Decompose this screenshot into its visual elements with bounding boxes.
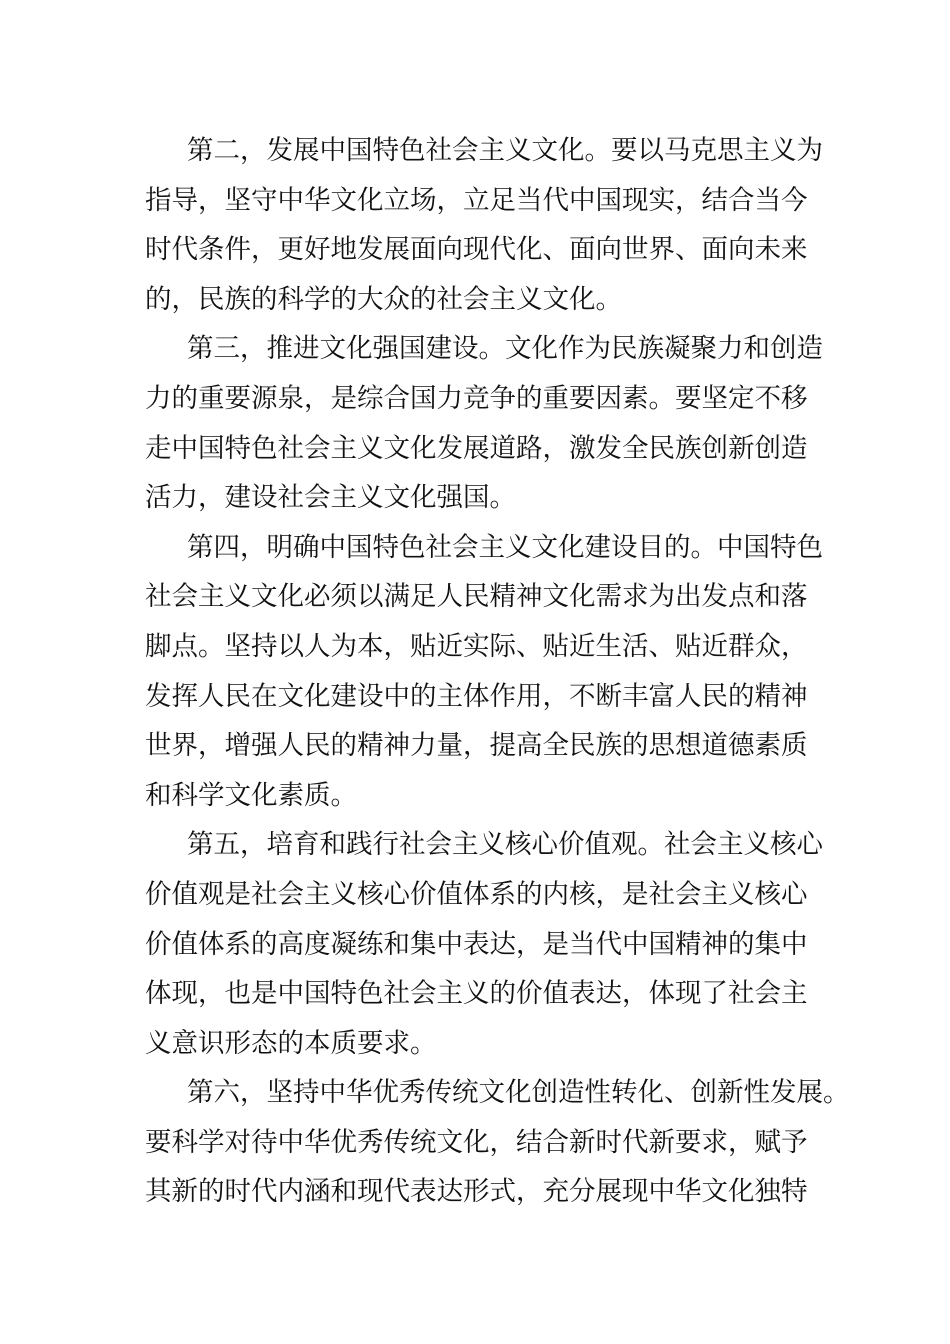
paragraph-4-line-4: 体现，也是中国特色社会主义的价值表达，体现了社会主 xyxy=(145,978,808,1010)
paragraph-1-line-1: 第二，发展中国特色社会主义文化。要以马克思主义为 xyxy=(187,135,823,166)
paragraph-3-line-4: 发挥人民在文化建设中的主体作用，不断丰富人民的精神 xyxy=(145,680,808,712)
paragraph-2-line-3: 走中国特色社会主义文化发展道路，激发全民族创新创造 xyxy=(145,432,808,464)
paragraph-1-line-4: 的，民族的科学的大众的社会主义文化。 xyxy=(145,283,622,315)
paragraph-4-line-1: 第五，培育和践行社会主义核心价值观。社会主义核心 xyxy=(187,829,823,861)
paragraph-4-line-3: 价值体系的高度凝练和集中表达，是当代中国精神的集中 xyxy=(145,928,808,960)
paragraph-5-line-2: 要科学对待中华优秀传统文化，结合新时代新要求，赋予 xyxy=(145,1126,808,1158)
paragraph-2-line-4: 活力，建设社会主义文化强国。 xyxy=(145,482,516,514)
paragraph-3-line-5: 世界，增强人民的精神力量，提高全民族的思想道德素质 xyxy=(145,730,808,762)
paragraph-2-line-2: 力的重要源泉，是综合国力竞争的重要因素。要坚定不移 xyxy=(145,382,808,414)
paragraph-5-line-3: 其新的时代内涵和现代表达形式，充分展现中华文化独特 xyxy=(145,1176,808,1208)
paragraph-1-line-3: 时代条件，更好地发展面向现代化、面向世界、面向未来 xyxy=(145,234,808,266)
paragraph-5-line-1: 第六，坚持中华优秀传统文化创造性转化、创新性发展。 xyxy=(187,1077,850,1109)
paragraph-3-line-3: 脚点。坚持以人为本，贴近实际、贴近生活、贴近群众， xyxy=(145,630,808,662)
paragraph-3-line-1: 第四，明确中国特色社会主义文化建设目的。中国特色 xyxy=(187,531,823,563)
paragraph-4-line-2: 价值观是社会主义核心价值体系的内核，是社会主义核心 xyxy=(145,878,808,910)
paragraph-4-line-5: 义意识形态的本质要求。 xyxy=(145,1027,437,1059)
document-body xyxy=(145,126,850,1217)
paragraph-2-line-1: 第三，推进文化强国建设。文化作为民族凝聚力和创造 xyxy=(187,333,823,365)
paragraph-3-line-2: 社会主义文化必须以满足人民精神文化需求为出发点和落 xyxy=(145,581,808,613)
paragraph-1-line-2: 指导，坚守中华文化立场，立足当代中国现实，结合当今 xyxy=(145,184,808,216)
paragraph-3-line-6: 和科学文化素质。 xyxy=(145,779,357,811)
